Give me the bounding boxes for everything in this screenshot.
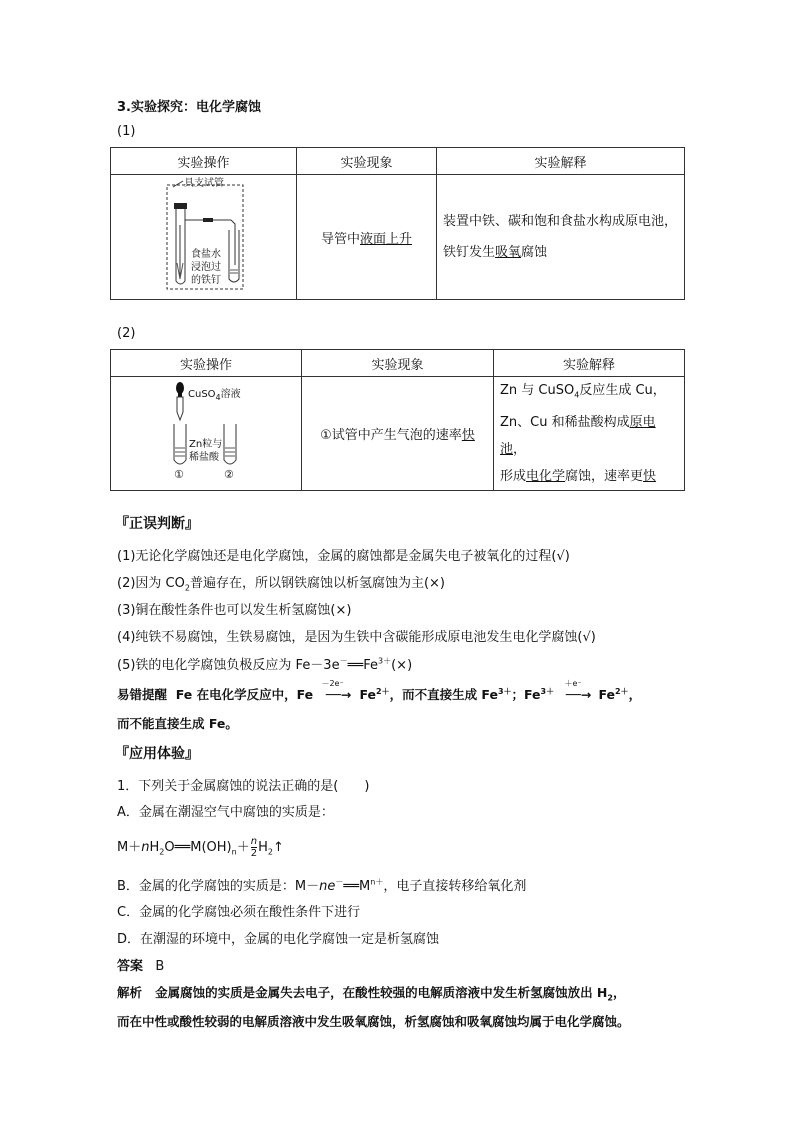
option-a-formula: $M+nH_2O══M(OH)_n+$ $\frac{n}{2}$ $H_2↑$ <box>117 836 284 859</box>
table2-header-explanation: 实验解释 <box>494 350 685 377</box>
table1-figure-cell <box>111 175 297 300</box>
explanation1-line1: 装置中铁、碳和饱和食盐水构成原电池， <box>443 214 678 229</box>
fig2-label-2: 稀盐酸 <box>189 452 219 463</box>
table2-header-phenomenon: 实验现象 <box>302 350 494 377</box>
tip-label: 易错提醒 <box>117 687 168 702</box>
practice-heading: 『应用体验』 <box>115 746 199 762</box>
table1-explanation-cell <box>437 175 685 300</box>
table2-explanation-cell <box>494 377 685 491</box>
practice-heading-text: 应用体验 <box>129 746 185 762</box>
error-tip-line2: 而不能直接生成 Fe。 <box>117 716 238 731</box>
judgment-item-2: (2)因为 $CO_2$普遍存在，所以钢铁腐蚀以析氢腐蚀为主(×) <box>117 576 445 593</box>
fig1-side-label-3: 的铁钉 <box>191 275 221 286</box>
table2-header-operation: 实验操作 <box>111 350 302 377</box>
explanation2-line3: 形成电化学腐蚀，速率更快 <box>500 468 657 484</box>
explanation2-line2: Zn、Cu 和稀盐酸构成原电池， <box>500 414 656 457</box>
phenomenon2-key: 快 <box>461 427 475 443</box>
judgment-item-1: (1)无论化学腐蚀还是电化学腐蚀，金属的腐蚀都是金属失电子被氧化的过程(√) <box>117 549 570 564</box>
option-b: B．金属的化学腐蚀的实质是：$M-ne^-══M^{n+}$，电子直接转移给氧化剂 <box>117 877 527 894</box>
fig2-reagent-label: CuSO$_4$溶液 <box>188 389 241 402</box>
judgment-item-5: (5)铁的电化学腐蚀负极反应为 $Fe-3e^-══Fe^{3+}(\times)$ <box>117 656 413 673</box>
judgment-heading-text: 正误判断 <box>129 516 185 532</box>
table1-header-explanation: 实验解释 <box>437 148 685 175</box>
part2-label: (2) <box>117 326 136 341</box>
experiment-table-2 <box>110 349 685 491</box>
answer-label: 答案 <box>117 959 144 974</box>
tip-arrow-2: ＋e⁻ ──→ <box>564 679 592 702</box>
option-a: A．金属在潮湿空气中腐蚀的实质是： <box>117 805 334 820</box>
explanation1-line2: 铁钉发生吸氧腐蚀 <box>443 245 548 260</box>
analysis-line1: 解析 金属腐蚀的实质是金属失去电子，在酸性较强的电解质溶液中发生析氢腐蚀放出 $H_2$， <box>117 985 626 1003</box>
table2-phenomenon-cell <box>302 377 494 491</box>
tip-arrow-1: －2e⁻ ──→ <box>321 679 352 702</box>
analysis-label: 解析 <box>117 985 143 1000</box>
option-c: C．金属的化学腐蚀必须在酸性条件下进行 <box>117 905 361 920</box>
explanation2-line1: Zn 与 CuSO$_4$反应生成 Cu， <box>500 383 666 400</box>
table1-header-phenomenon: 实验现象 <box>297 148 437 175</box>
phenomenon1-text: 导管中 <box>320 231 360 247</box>
table1-phenomenon-cell <box>297 175 437 300</box>
experiment-table-1 <box>110 147 685 300</box>
phenomenon2-text: ①试管中产生气泡的速率 <box>320 427 462 443</box>
table2-figure-cell <box>111 377 302 491</box>
analysis-line2: 而在中性或酸性较弱的电解质溶液中发生吸氧腐蚀，析氢腐蚀和吸氧腐蚀均属于电化学腐蚀。 <box>117 1014 630 1029</box>
option-d: D．在潮湿的环境中，金属的电化学腐蚀一定是析氢腐蚀 <box>117 932 440 947</box>
fig2-tube-1: ① <box>174 468 184 481</box>
question-1: 1．下列关于金属腐蚀的说法正确的是( ) <box>117 779 370 794</box>
fig2-label-1: Zn粒与 <box>189 439 223 450</box>
error-tip-line1: 易错提醒 Fe 在电化学反应中，Fe －2e⁻ ──→ $Fe^{2+}$，而不直接生成 $Fe^{3+}$；$Fe^{3+}$ ＋e⁻ ──→ $Fe^{2+}$， <box>117 679 642 702</box>
fig1-side-label-1: 食盐水 <box>191 249 221 260</box>
answer-line <box>117 955 164 974</box>
fig2-tube-2: ② <box>224 468 234 481</box>
answer-value: B <box>155 959 165 974</box>
judgment-item-3: (3)铜在酸性条件也可以发生析氢腐蚀(×) <box>117 603 352 618</box>
phenomenon1-key: 液面上升 <box>360 231 413 247</box>
fig1-side-label-2: 浸泡过 <box>191 262 221 273</box>
judgment-item-4: (4)纯铁不易腐蚀，生铁易腐蚀，是因为生铁中含碳能形成原电池发生电化学腐蚀(√) <box>117 630 596 645</box>
judgment-heading: 『正误判断』 <box>115 516 199 532</box>
section-title: 3.实验探究：电化学腐蚀 <box>117 100 261 115</box>
table1-header-operation: 实验操作 <box>111 148 297 175</box>
fig1-top-label: 具支试管 <box>184 178 224 189</box>
part1-label: (1) <box>117 124 136 139</box>
fraction-n-over-2: $\frac{n}{2}$ <box>250 836 258 859</box>
